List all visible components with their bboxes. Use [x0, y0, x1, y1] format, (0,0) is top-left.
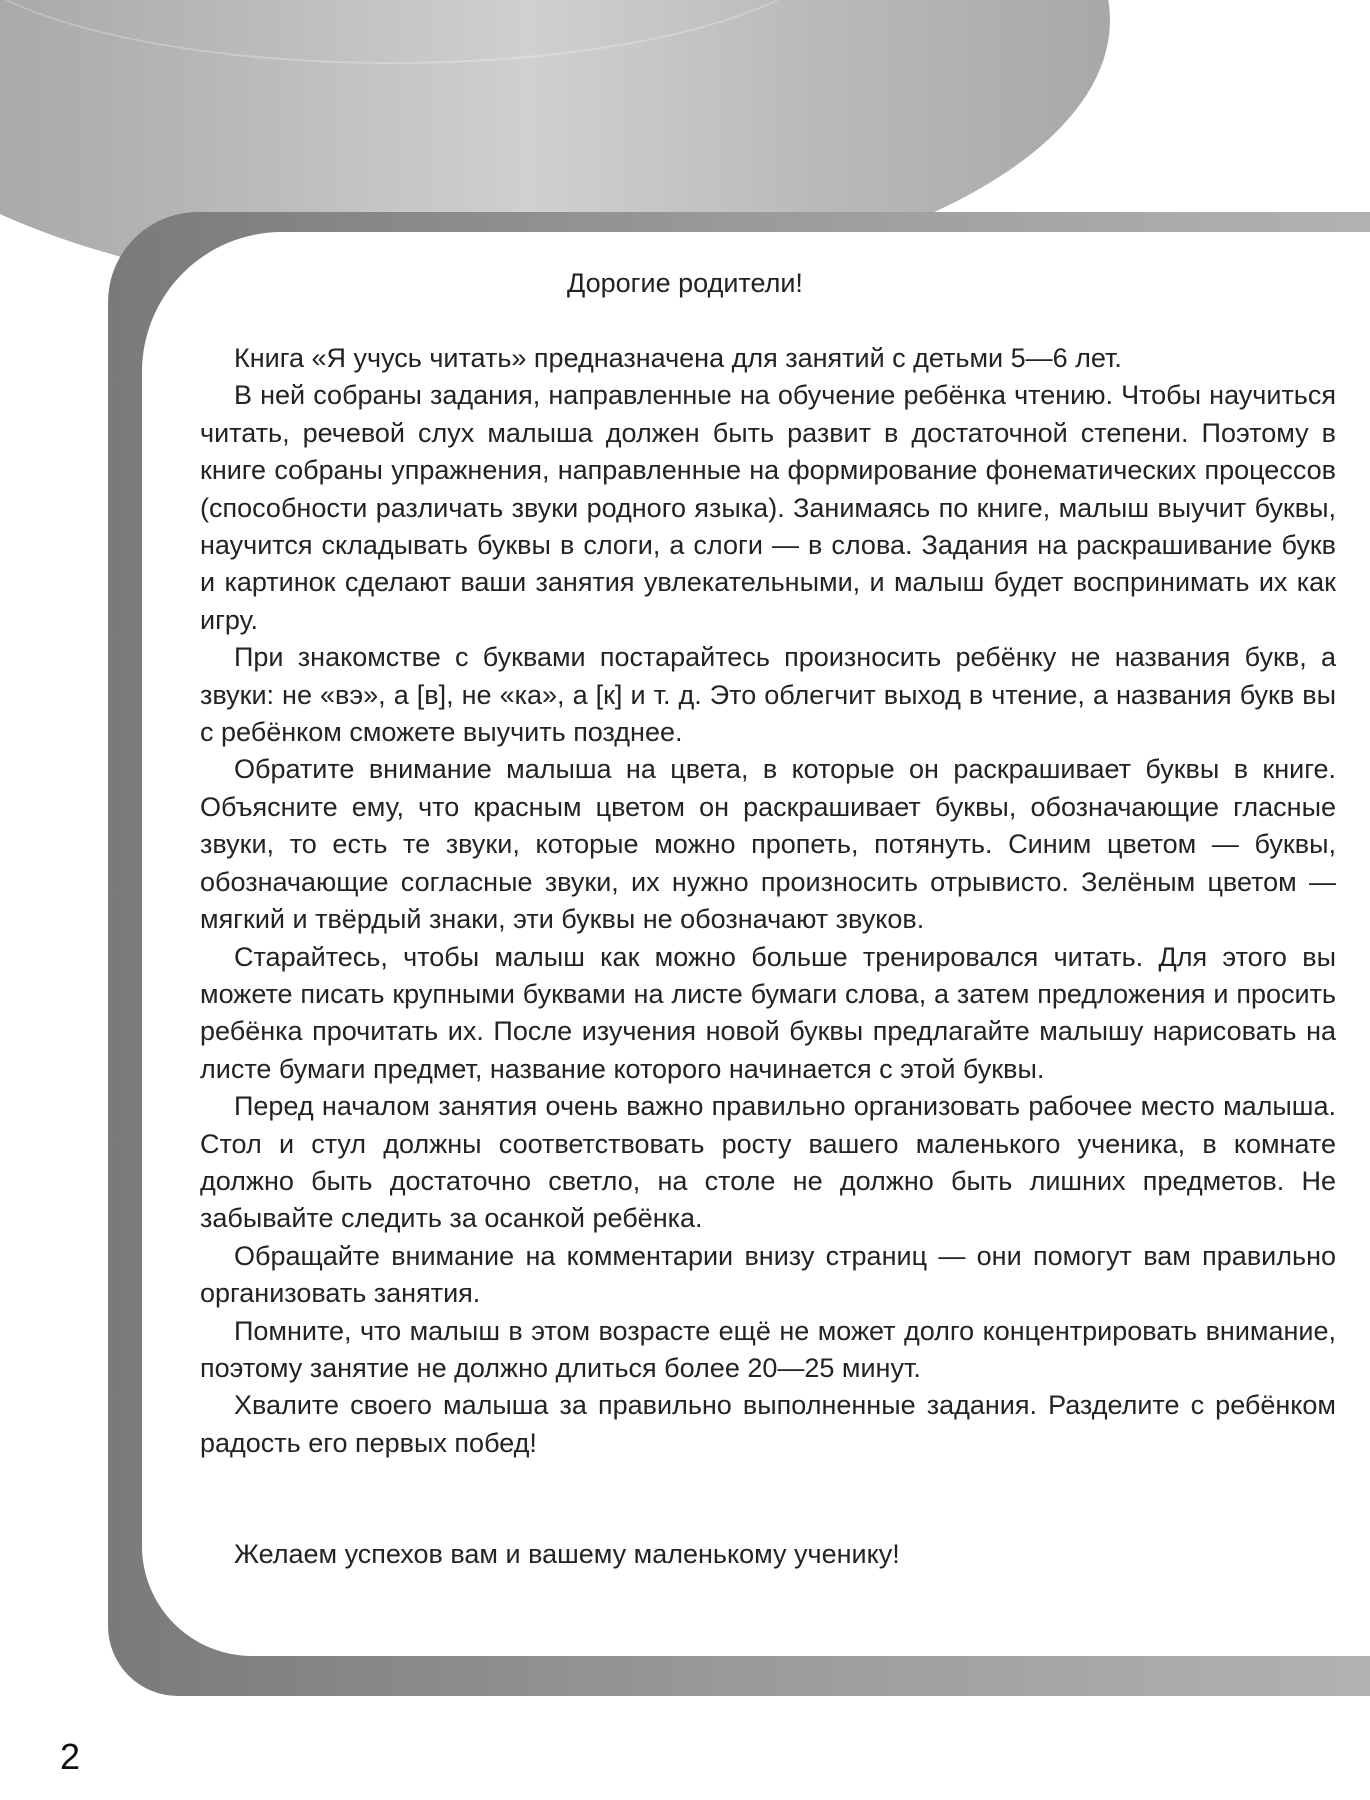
paragraph: Перед началом занятия очень важно правильно организовать рабочее место малыша. Стол и стул должны соответствовать росту вашего маленького ученика, в комнате должно быть достаточно светло, на столе не должно быть лишних предметов. Не забывайте следить за осанкой ребёнка. [200, 1091, 1336, 1234]
paragraph: Старайтесь, чтобы малыш как можно больше тренировался читать. Для этого вы можете писать крупными буквами на листе бумаги слова, а затем предложения и просить ребёнка прочитать их. После изучения новой буквы предлагайте малышу нарисовать на листе бумаги предмет, название которого начинается с этой буквы. [200, 941, 1336, 1084]
letter-body [200, 340, 1336, 1462]
paragraph: В ней собраны задания, направленные на обучение ребёнка чтению. Чтобы научиться читать, речевой слух малыша должен быть развит в достаточной степени. Поэтому в книге собраны упражнения, направленные на формирование фонематических процессов (способности различать звуки родного языка). Занимаясь по книге, малыш выучит буквы, научится складывать буквы в слоги, а слоги — в слова. Задания на раскрашивание букв и картинок сделают ваши занятия увлекательными, и малыш будет воспринимать их как игру. [200, 380, 1336, 635]
paragraph: Обращайте внимание на комментарии внизу страниц — они помогут вам правильно организовать занятия. [200, 1240, 1336, 1309]
paragraph: Помните, что малыш в этом возрасте ещё не может долго концентрировать внимание, поэтому занятие не должно длиться более 20—25 минут. [200, 1315, 1336, 1383]
page-title: Дорогие родители! [567, 268, 803, 298]
decorative-oval-outline [0, 0, 844, 64]
paragraph: Обратите внимание малыша на цвета, в которые он раскрашивает буквы в книге. Объясните ему, что красным цветом он раскрашивает буквы, обозначающие гласные звуки, то есть те звуки, которые можно пропеть, потянуть. Синим цветом — буквы, обозначающие согласные звуки, их нужно произносить отрывисто. Зелёным цветом — мягкий и твёрдый знаки, эти буквы не обозначают звуков. [200, 754, 1336, 935]
paragraph: Хвалите своего малыша за правильно выполненные задания. Разделите с ребёнком радость его первых побед! [200, 1390, 1336, 1458]
closing-wish: Желаем успехов вам и вашему маленькому ученику! [234, 1539, 900, 1569]
page-number: 2 [60, 1736, 81, 1777]
paragraph: При знакомстве с буквами постарайтесь произносить ребёнку не названия букв, а звуки: не «вэ», а [в], не «ка», а [к] и т. д. Это облегчит выход в чтение, а названия букв вы с ребёнком сможете выучить позднее. [200, 642, 1336, 748]
paragraph: Книга «Я учусь читать» предназначена для занятий с детьми 5—6 лет. [234, 343, 1122, 373]
